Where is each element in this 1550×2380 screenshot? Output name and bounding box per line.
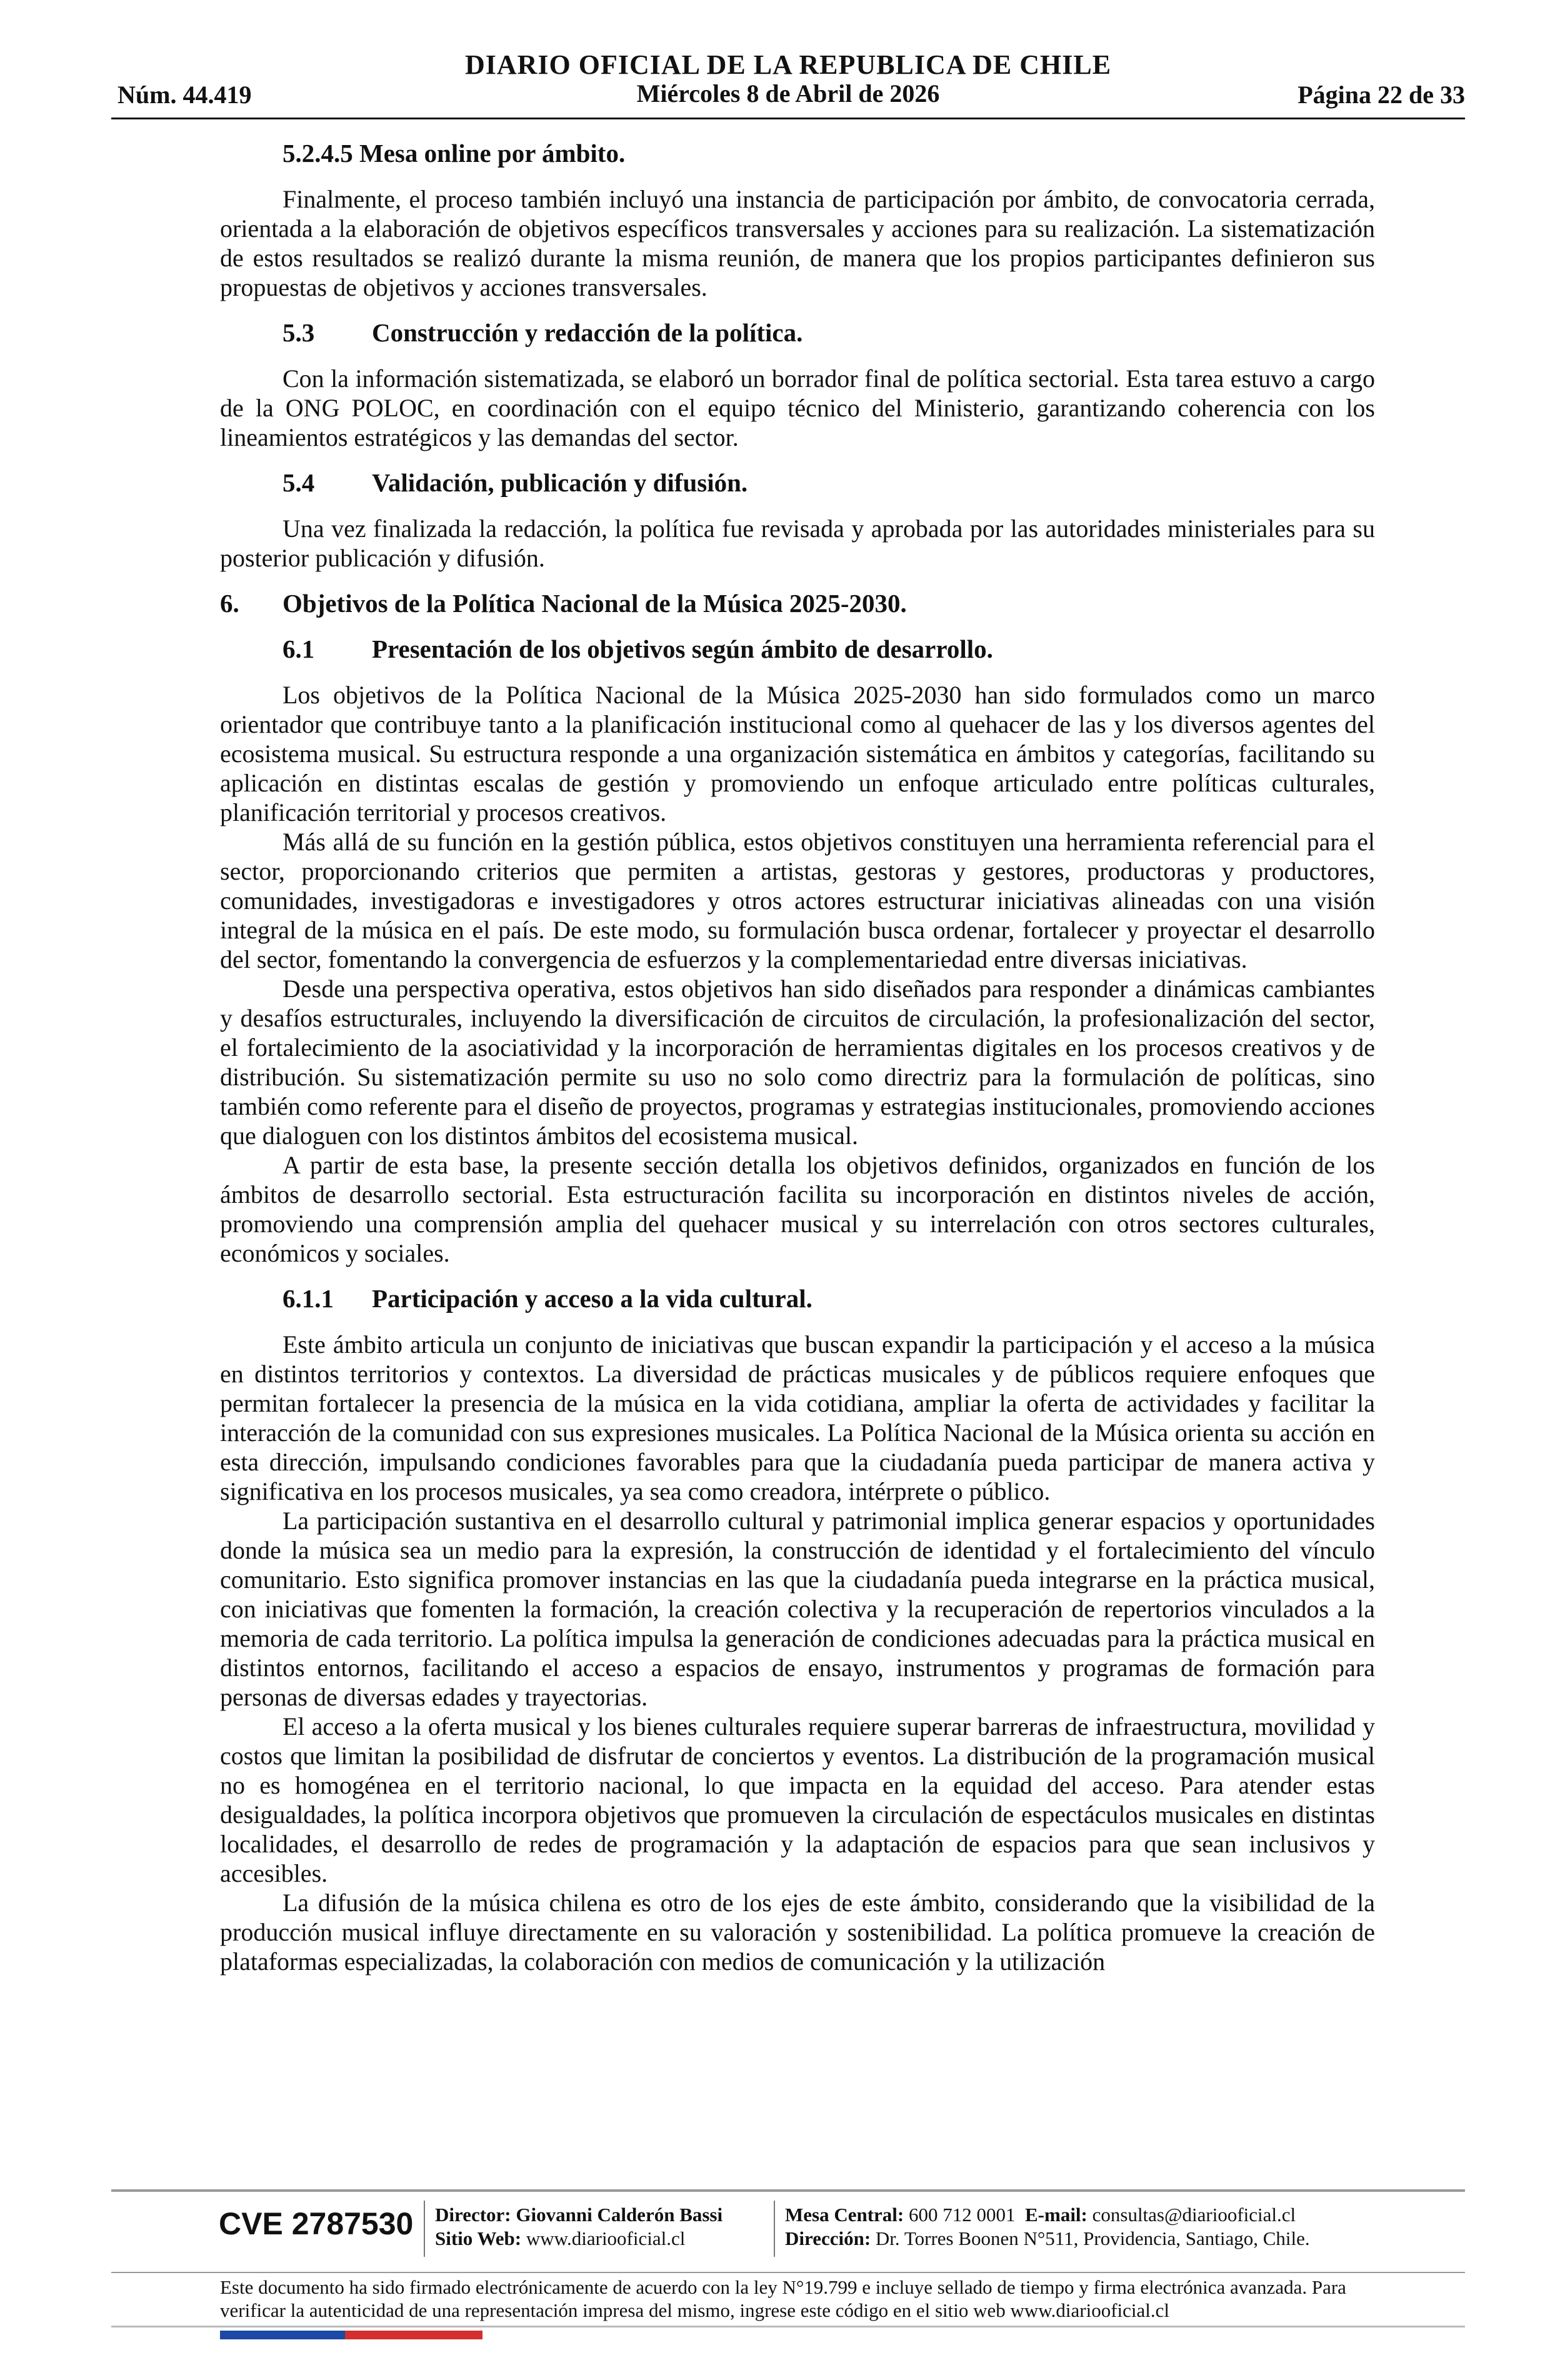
website-link[interactable]: www.diariooficial.cl: [526, 2227, 686, 2249]
paragraph: El acceso a la oferta musical y los bienes culturales requiere superar barreras de infraestructura, movilidad y costos que limitan la posibilidad de disfrutar de conciertos y eventos. La distribución de la programación musical no es homogénea en el territorio nacional, lo que impacta en la equidad del acceso. Para atender estas desigualdades, la política incorpora objetivos que promueven la circulación de espectáculos musicales en distintas localidades, el desarrollo de redes de programación y la adaptación de espacios para que sean inclusivos y accesibles.: [220, 1712, 1375, 1887]
paragraph: Más allá de su función en la gestión pública, estos objetivos constituyen una herramienta referencial para el sector, proporcionando criterios que permiten a artistas, gestoras y gestores, productoras y productores, comunidades, investigadoras e investigadores y otros actores estructurar iniciativas alineadas con una visión integral de la música en el país. De este modo, su formulación busca ordenar, fortalecer y proyectar el desarrollo del sector, fomentando la convergencia de esfuerzos y la complementariedad entre diversas iniciativas.: [220, 828, 1375, 973]
section-6-1-heading: [220, 635, 1375, 664]
legal-notice: Este documento ha sido firmado electrónicamente de acuerdo con la ley N°19.799 e incluye sellado de tiempo y firma electrónica avanzada. Para verificar la autenticidad de una representación impresa del mismo, ingrese este código en el sitio web www.diariooficial.cl: [220, 2276, 1346, 2321]
director-label: Director:: [435, 2204, 511, 2226]
document-body: [220, 139, 1375, 1976]
website-label: Sitio Web:: [435, 2227, 522, 2249]
issue-number: Núm. 44.419: [118, 81, 252, 109]
footer-divider: [111, 2189, 1465, 2192]
paragraph: Finalmente, el proceso también incluyó una instancia de participación por ámbito, de convocatoria cerrada, orientada a la elaboración de objetivos específicos transversales y acciones para su realización. La sistematización de estos resultados se realizó durante la misma reunión, de manera que los propios participantes definieron sus propuestas de objetivos y acciones transversales.: [220, 185, 1375, 301]
paragraph: Una vez finalizada la redacción, la política fue revisada y aprobada por las autoridades ministeriales para su posterior publicación y difusión.: [220, 515, 1375, 572]
paragraph: Con la información sistematizada, se elaboró un borrador final de política sectorial. Esta tarea estuvo a cargo de la ONG POLOC, en coordinación con el equipo técnico del Ministerio, garantizando coherencia con los lineamientos estratégicos y las demandas del sector.: [220, 364, 1375, 451]
heading-text: 5.2.4.5 Mesa online por ámbito.: [282, 139, 626, 168]
heading-text: Participación y acceso a la vida cultural.: [372, 1284, 812, 1313]
page-footer: [111, 2196, 1465, 2264]
heading-text: Construcción y redacción de la política.: [372, 318, 803, 347]
page-header: [111, 49, 1465, 118]
cve-code: CVE 2787530: [219, 2206, 414, 2241]
page-indicator: Página 22 de 33: [1298, 81, 1465, 109]
section-6-heading: [220, 589, 1375, 618]
paragraph: Este ámbito articula un conjunto de iniciativas que buscan expandir la participación y el acceso a la música en distintos territorios y contextos. La diversidad de prácticas musicales y de públicos requiere enfoques que permitan fortalecer la presencia de la música en la vida cotidiana, ampliar la oferta de actividades y facilitar la interacción de la comunidad con sus expresiones musicales. La Política Nacional de la Música orienta su acción en esta dirección, impulsando condiciones favorables para que la ciudadanía pueda participar de manera activa y significativa en los procesos musicales, ya sea como creadora, intérprete o público.: [220, 1330, 1375, 1505]
flag-red-band: [345, 2331, 482, 2339]
heading-number: 6.1: [282, 635, 315, 663]
email-label: E-mail:: [1025, 2204, 1088, 2226]
section-5-4-heading: [220, 468, 1375, 498]
footer-separator: [774, 2201, 775, 2257]
heading-text: Presentación de los objetivos según ámbito de desarrollo.: [372, 635, 993, 663]
paragraph: La participación sustantiva en el desarrollo cultural y patrimonial implica generar espacios y oportunidades donde la música sea un medio para la expresión, la construcción de identidad y el fortalecimiento del vínculo comunitario. Esto significa promover instancias en las que la ciudadanía pueda integrarse en la práctica musical, con iniciativas que fomenten la formación, la creación colectiva y la recuperación de repertorios vinculados a la memoria de cada territorio. La política impulsa la generación de condiciones adecuadas para la práctica musical en distintos entornos, facilitando el acceso a espacios de ensayo, instrumentos y programas de formación para personas de diversas edades y trayectorias.: [220, 1507, 1375, 1711]
phone-label: Mesa Central:: [785, 2204, 904, 2226]
heading-number: 5.3: [282, 318, 315, 347]
paragraph: Los objetivos de la Política Nacional de la Música 2025-2030 han sido formulados como un marco orientador que contribuye tanto a la planificación institucional como al quehacer de las y los diversos agentes del ecosistema musical. Su estructura responde a una organización sistemática en ámbitos y categorías, facilitando su aplicación en distintas escalas de gestión y promoviendo un enfoque articulado entre políticas culturales, planificación territorial y procesos creativos.: [220, 681, 1375, 826]
heading-text: Validación, publicación y difusión.: [372, 468, 748, 497]
contact-block: [785, 2203, 1310, 2251]
paragraph: La difusión de la música chilena es otro de los ejes de este ámbito, considerando que la visibilidad de la producción musical influye directamente en su valoración y sostenibilidad. La política promueve la creación de plataformas especializadas, la colaboración con medios de comunicación y la utilización: [220, 1889, 1375, 1976]
footer-divider: [111, 2326, 1465, 2327]
heading-number: 5.4: [282, 468, 315, 497]
flag-stripe: [220, 2331, 482, 2339]
footer-divider: [111, 2272, 1465, 2273]
header-divider: [111, 118, 1465, 119]
address-text: Dr. Torres Boonen N°511, Providencia, Santiago, Chile.: [875, 2227, 1310, 2249]
flag-blue-band: [220, 2331, 345, 2339]
heading-number: 6.1.1: [282, 1284, 334, 1313]
address-label: Dirección:: [785, 2227, 871, 2249]
director-name: Giovanni Calderón Bassi: [516, 2204, 723, 2226]
email-link[interactable]: consultas@diariooficial.cl: [1092, 2204, 1296, 2226]
publication-title: DIARIO OFICIAL DE LA REPUBLICA DE CHILE: [464, 49, 1112, 80]
heading-text: Objetivos de la Política Nacional de la Música 2025-2030.: [282, 589, 907, 618]
heading-number: 6.: [220, 589, 239, 618]
section-5-2-4-5-heading: [220, 139, 1375, 168]
footer-separator: [424, 2201, 425, 2257]
paragraph: Desde una perspectiva operativa, estos objetivos han sido diseñados para responder a dinámicas cambiantes y desafíos estructurales, incluyendo la diversificación de circuitos de circulación, la profesionalización del sector, el fortalecimiento de la asociatividad y la incorporación de herramientas digitales en los procesos creativos y de distribución. Su sistematización permite su uso no solo como directriz para la formulación de políticas, sino también como referente para el diseño de proyectos, programas y estrategias institucionales, promoviendo acciones que dialoguen con los distintos ámbitos del ecosistema musical.: [220, 975, 1375, 1150]
issue-date: Miércoles 8 de Abril de 2026: [636, 79, 940, 108]
director-block: [435, 2203, 722, 2251]
section-6-1-1-heading: [220, 1284, 1375, 1313]
phone-number: 600 712 0001: [909, 2204, 1016, 2226]
paragraph: A partir de esta base, la presente sección detalla los objetivos definidos, organizados en función de los ámbitos de desarrollo sectorial. Esta estructuración facilita su incorporación en distintos niveles de acción, promoviendo una comprensión amplia del quehacer musical y su interrelación con otros sectores culturales, económicos y sociales.: [220, 1151, 1375, 1267]
section-5-3-heading: [220, 318, 1375, 348]
